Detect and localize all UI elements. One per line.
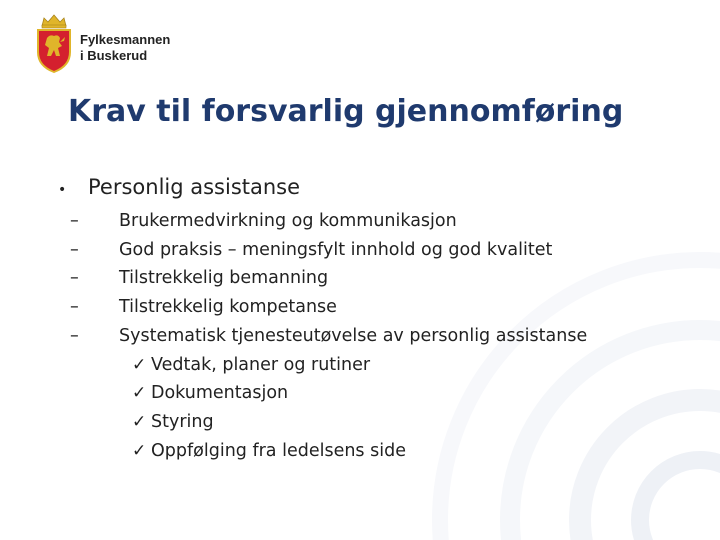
checkmark-icon: ✓ [132, 354, 147, 375]
org-name [80, 32, 170, 64]
slide-content [58, 172, 708, 465]
org-logo [34, 12, 174, 74]
slide-title: Krav til forsvarlig gjennomføring [68, 94, 624, 129]
list-item-text: God praksis – meningsfylt innhold og god kvalitet [119, 239, 553, 260]
bullet-mark: • [58, 182, 67, 198]
list-item-text: Systematisk tjenesteutøvelse av personlig assistanse [119, 325, 588, 346]
checkmark-icon: ✓ [132, 411, 147, 432]
list-item [58, 293, 708, 322]
check-item-text: Dokumentasjon [151, 383, 289, 404]
check-list-item [58, 408, 708, 437]
check-list-item [58, 379, 708, 408]
check-list-item [58, 437, 708, 466]
list-item-text: Tilstrekkelig kompetanse [119, 297, 337, 318]
checkmark-icon: ✓ [132, 440, 147, 461]
check-item-text: Oppfølging fra ledelsens side [151, 440, 406, 461]
check-item-text: Styring [151, 411, 214, 432]
bullet-item [58, 172, 708, 205]
check-item-text: Vedtak, planer og rutiner [151, 354, 371, 375]
list-item [58, 207, 708, 236]
list-item [58, 264, 708, 293]
list-item [58, 236, 708, 265]
list-item-text: Tilstrekkelig bemanning [119, 268, 329, 289]
org-name-line2: i Buskerud [80, 48, 148, 63]
dash-mark: – [70, 268, 79, 289]
bullet-text: Personlig assistanse [88, 175, 301, 199]
dash-mark: – [70, 325, 79, 346]
dash-mark: – [70, 211, 79, 231]
check-list-item [58, 351, 708, 380]
org-name-line1: Fylkesmannen [80, 32, 171, 47]
list-item-text: Brukermedvirkning og kommunikasjon [119, 211, 457, 231]
norwegian-coat-of-arms-lion-icon [34, 12, 74, 74]
dash-mark: – [70, 239, 79, 260]
dash-mark: – [70, 297, 79, 318]
checkmark-icon: ✓ [132, 383, 147, 404]
list-item [58, 322, 708, 351]
sub-list [58, 207, 708, 351]
check-list [58, 351, 708, 466]
